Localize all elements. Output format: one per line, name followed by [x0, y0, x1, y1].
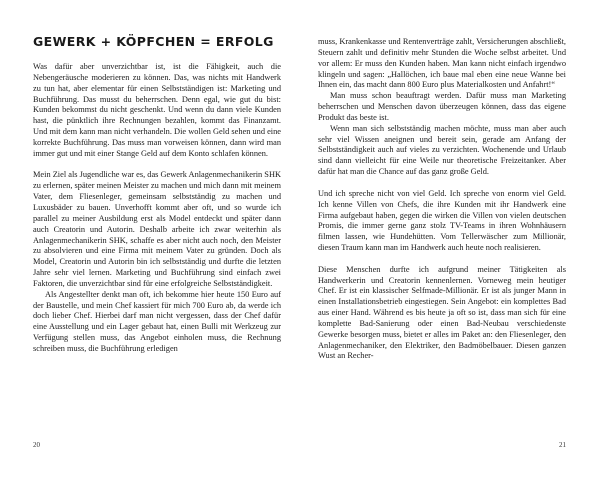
- right-page-body: [318, 37, 566, 362]
- paragraph: Wenn man sich selbstständig machen möchte, muss man aber auch sehr viel Wissen aneignen und bereit sein, gerade am Anfang der Selbstständigkeit auch auf vieles zu verzichten. Wochenende und Urlaub sind dann vielleicht für eine Weile nur theoretische Freizeitanker. Aber dafür hat man die Chance auf das ganz große Geld.: [318, 123, 566, 177]
- chapter-heading: GEWERK + KÖPFCHEN = ERFOLG: [33, 34, 274, 49]
- paragraph: muss, Krankenkasse und Rentenverträge zahlt, Versicherungen abschließt, Steuern zahlt und definitiv mehr Stunden die Woche selbst arbeitet. Und vor allem: Er muss den Kunden haben. Man kann nicht einfach irgendwo klingeln und sagen: „Hallöchen, ich baue mal eben eine neue Wanne bei Ihnen ein, das macht dann 800 Euro plus Materialkosten und Anfahrt!“: [318, 37, 566, 90]
- page-number: 20: [33, 441, 40, 449]
- paragraph: Und ich spreche nicht von viel Geld. Ich spreche von enorm viel Geld. Ich kenne Villen von Chefs, die ihre Kunden mit ihr Handwerk eine Firma aufgebaut haben, gegen die wirken die Villen von vielen deutschen Promis, die immer gerne ganz stolz TV-Teams in ihren Wohnhäusern filmen lassen, wie Hundehütten. Vom Tellerwäscher zum Millionär, diesen Traum kann man im Handwerk auch heute noch realisieren.: [318, 188, 566, 253]
- paragraph: Man muss schon beauftragt werden. Dafür muss man Marketing beherrschen und Menschen davon überzeugen können, dass das eigene Produkt das beste ist.: [318, 91, 566, 122]
- left-page-body: [33, 62, 281, 355]
- paragraph: Mein Ziel als Jugendliche war es, das Gewerk Anlagenmechanikerin SHK zu erlernen, später meinen Meister zu machen und mich dann mit meinem Vater, dem Fliesenleger, gemeinsam selbstständig zu machen und Luxusbäder zu bauen. Unverhofft kommt aber oft, und so wurde ich parallel zu meiner Ausbildung erst als Model entdeckt und später dann auch Creatorin und Autorin. Deshalb arbeite ich zwar weiterhin als Anlagenmechanikerin SHK, schaffe es aber nicht auch noch, den Meister zu absolvieren und eine Firma mit meinem Vater zu gründen. Doch als Model, Creatorin und Autorin bin ich selbstständig und durfte die letzten Jahre sehr viel lernen. Marketing und Buchführung sind einfach zwei Faktoren, die unverzichtbar sind für eine erfolgreiche Selbstständigkeit.: [33, 170, 281, 288]
- paragraph: Als Angestellter denkt man oft, ich bekomme hier heute 150 Euro auf der Baustelle, und mein Chef kassiert für mich 700 Euro ab, da werde ich doch lieber Chef. Hierbei darf man nicht vergessen, dass der Chef dafür eine Ausstellung und ein Lager gebaut hat, einen Bulli mit Werkzeug zur Verfügung stellen muss, das Angebot einholen muss, die Rechnung schreiben muss, die Buchführung erledigen: [33, 289, 281, 353]
- paragraph: Was dafür aber unverzichtbar ist, ist die Fähigkeit, auch die Nebengeräusche moderieren zu können. Das, was nichts mit Handwerk zu tun hat, aber elementar für einen Selbstständigen ist: Marketing und Buchführung. Das musst du beherrschen. Denn egal, wie gut du bist: Kunden bekommst du nicht geschenkt. Und wenn du dann viele Kunden hast, die pünktlich ihre Rechnungen bezahlen, kommt das Finanzamt. Und mit dem kann man nicht verhandeln. Die wollen Geld sehen und eine korrekte Buchführung. Das muss man vorweisen können, dann wird man immer gut und mit einer Stange Geld auf dem Konto schlafen können.: [33, 62, 281, 158]
- right-page: [318, 0, 566, 478]
- paragraph: Diese Menschen durfte ich aufgrund meiner Tätigkeiten als Handwerkerin und Creatorin kennenlernen. Vorneweg mein heutiger Chef. Er ist ein klassischer Selfmade-Millionär. Er ist als junger Mann in einen Installationsbetrieb eingestiegen. Sein Angebot: ein komplettes Bad aus einer Hand. Während es bis heute ja oft so ist, dass man sich für eine komplette Bad-Sanierung oder einen Bad-Neubau verschiedenste Gewerke besorgen muss, bietet er alles im Paket an: den Fliesenleger, den Anlagenmechaniker, den Elektriker, den Badmöbelbauer. Diesen ganzen Wust an Recher-: [318, 264, 566, 361]
- page-number: 21: [559, 441, 566, 449]
- left-page: [33, 0, 281, 478]
